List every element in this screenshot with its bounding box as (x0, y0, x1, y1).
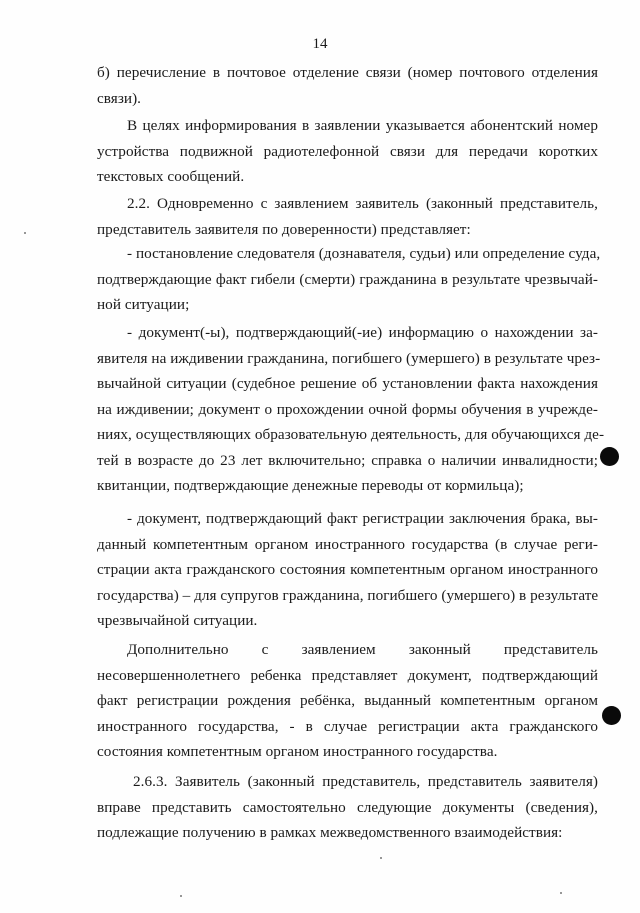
text-line: вправе представить самостоятельно следующие документы (сведения), (97, 798, 598, 816)
scan-speck (560, 892, 562, 894)
text-line: квитанции, подтверждающие денежные переводы от кормильца); (97, 477, 524, 494)
scan-speck (180, 895, 182, 897)
scan-speck (24, 232, 26, 234)
page-number: 14 (312, 36, 328, 52)
punch-hole-mark (602, 706, 621, 725)
punch-hole-mark (600, 447, 619, 466)
text-line: связи). (97, 89, 142, 107)
paragraph-subscriber-number (97, 113, 598, 190)
text-line: ной ситуации; (97, 296, 190, 313)
text-line: 2.6.3. Заявитель (законный представитель, представитель заявителя) (133, 773, 598, 790)
text-line: ниях, осуществляющих образовательную деятельность, для обучающихся де- (97, 426, 605, 443)
text-line: состояния компетентным органом иностранного государства. (97, 743, 498, 760)
paragraph-investigator-resolution (97, 241, 601, 318)
paragraph-payment-option-b (97, 60, 598, 111)
scan-speck (380, 857, 382, 859)
text-line: - постановление следователя (дознавателя, судьи) или определение суда, (127, 245, 601, 262)
text-line: - документ, подтверждающий факт регистрации заключения брака, вы- (127, 510, 598, 527)
text-line: устройства подвижной радиотелефонной связи для передачи коротких (97, 142, 598, 160)
text-line: несовершеннолетнего ребенка представляет документ, подтверждающий (97, 666, 598, 684)
text-line: государства) – для супругов гражданина, погибшего (умершего) в результате (97, 586, 599, 604)
text-line: Дополнительно с заявлением законный представитель (127, 641, 598, 658)
paragraph-section-2-6-3 (97, 769, 598, 846)
text-line: тей в возрасте до 23 лет включительно; справка о наличии инвалидности; (97, 451, 598, 469)
text-line: б) перечисление в почтовое отделение связи (номер почтового отделения (97, 64, 598, 81)
text-line: данный компетентным органом иностранного государства (в случае реги- (97, 535, 598, 553)
text-line: чрезвычайной ситуации. (97, 612, 258, 629)
text-line: явителя на иждивении гражданина, погибшего (умершего) в результате чрез- (97, 349, 601, 367)
text-line: текстовых сообщений. (97, 168, 245, 185)
text-line: - документ(-ы), подтверждающий(-ие) информацию о нахождении за- (127, 324, 598, 341)
text-line: подлежащие получению в рамках межведомственного взаимодействия: (97, 824, 563, 841)
text-line: представитель заявителя по доверенности) представляет: (97, 220, 471, 238)
paragraph-section-2-2 (97, 191, 598, 242)
text-line: вычайной ситуации (судебное решение об установлении факта нахождения (97, 375, 598, 392)
text-line: факт регистрации рождения ребёнка, выданный компетентным органом (97, 692, 598, 709)
paragraph-birth-registration (97, 637, 598, 765)
text-line: на иждивении; документ о прохождении очной формы обучения в учрежде- (97, 400, 598, 418)
text-line: иностранного государства, - в случае регистрации акта гражданского (97, 717, 598, 735)
text-line: подтверждающие факт гибели (смерти) гражданина в результате чрезвычай- (97, 270, 598, 288)
paragraph-marriage-registration (97, 506, 598, 634)
text-line: 2.2. Одновременно с заявлением заявитель (законный представитель, (127, 195, 598, 212)
text-line: В целях информирования в заявлении указывается абонентский номер (127, 117, 598, 134)
paragraph-dependency-documents (97, 320, 605, 499)
text-line: страции акта гражданского состояния компетентным органом иностранного (97, 561, 598, 578)
